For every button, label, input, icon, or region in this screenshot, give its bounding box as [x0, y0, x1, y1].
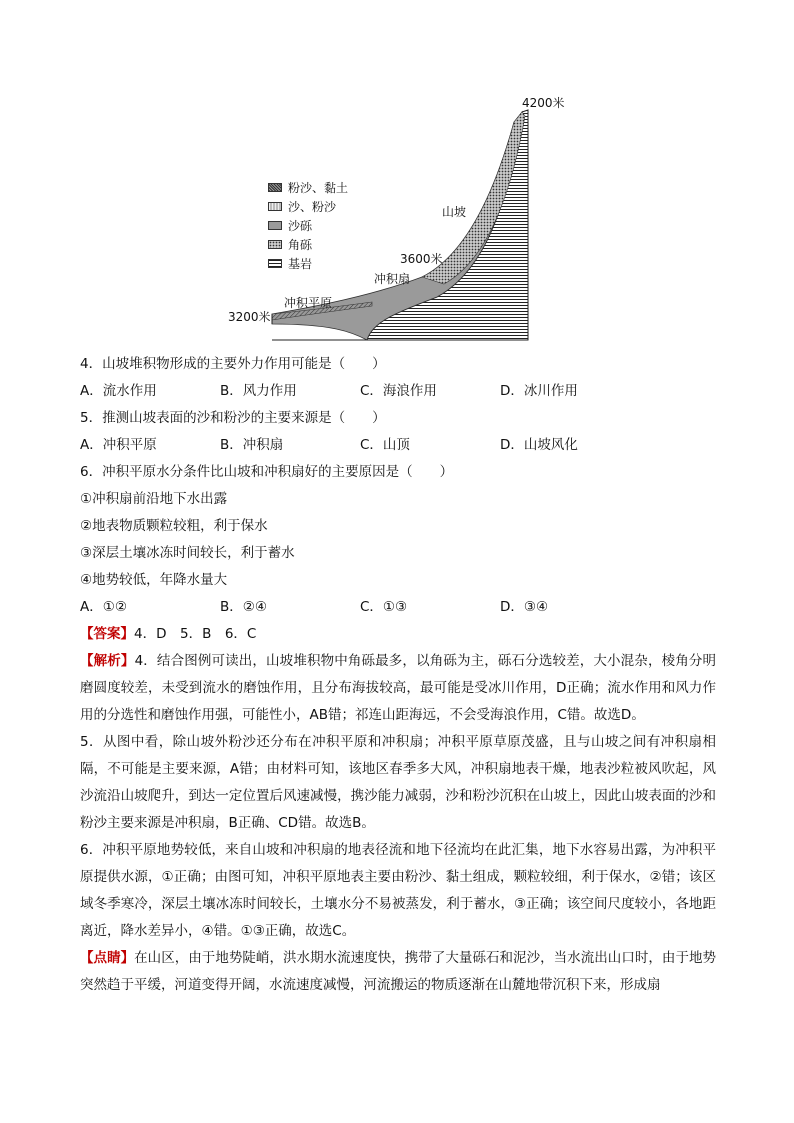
q6-options	[80, 594, 716, 621]
elevation-base-label: 3200米	[228, 310, 271, 324]
elevation-top-label: 4200米	[522, 96, 565, 110]
q6-item-1: ①冲积扇前沿地下水出露	[80, 491, 228, 507]
legend-item: 沙、粉沙	[268, 197, 348, 216]
figure-legend	[268, 178, 348, 273]
legend-item: 粉沙、黏土	[268, 178, 348, 197]
q6-item-2: ②地表物质颗粒较粗，利于保水	[80, 518, 268, 534]
questions-block	[80, 351, 716, 999]
tip-paragraph	[80, 945, 716, 999]
analysis-q6: 6．冲积平原地势较低，来自山坡和冲积扇的地表径流和地下径流均在此汇集，地下水容易出露，为冲积平原提供水源，①正确；由图可知，冲积平原地表主要由粉沙、黏土组成，颗粒较细，利于保水，②错；该区域冬季寒冷，深层土壤冰冻时间较长，土壤水分不易被蒸发，利于蓄水，③正确；该空间尺度较小，各地距离近，降水差异小，④错。①③正确，故选C。	[80, 842, 716, 939]
tip-tag: 【点睛】	[80, 950, 135, 966]
analysis-tag: 【解析】	[80, 653, 135, 669]
fan-label: 冲积扇	[374, 272, 411, 286]
q4-stem: 4．山坡堆积物形成的主要外力作用可能是（ ）	[80, 356, 386, 372]
q5-options	[80, 432, 716, 459]
q6-item-4: ④地势较低，年降水量大	[80, 572, 228, 588]
q5-option-d: D．山坡风化	[500, 437, 578, 453]
sand-swatch	[268, 202, 282, 211]
elevation-mid-label: 3600米	[400, 252, 443, 266]
silt-clay-swatch	[268, 183, 282, 192]
q4-options	[80, 378, 716, 405]
slope-label: 山坡	[442, 205, 467, 219]
legend-item: 基岩	[268, 254, 348, 273]
q4-option-a: A．流水作用	[80, 383, 157, 399]
analysis-q4-text: 4．结合图例可读出，山坡堆积物中角砾最多，以角砾为主，砾石分选较差，大小混杂，棱角分明磨圆度较差，未受到流水的磨蚀作用，且分布海拔较高，最可能是受冰川作用，D正确；流水作用和风力作用的分选性和磨蚀作用强，可能性小，AB错；祁连山距海远，不会受海浪作用，C错。故选D。	[80, 653, 716, 723]
q5-option-a: A．冲积平原	[80, 437, 157, 453]
q4-option-d: D．冰川作用	[500, 383, 578, 399]
answer-line	[80, 621, 716, 648]
answer-text: 4．D 5．B 6．C	[134, 626, 257, 642]
answer-tag: 【答案】	[80, 626, 134, 642]
plain-label: 冲积平原	[284, 296, 333, 310]
q6-option-d: D．③④	[500, 599, 549, 615]
q6-item-3: ③深层土壤冰冻时间较长，利于蓄水	[80, 545, 295, 561]
q5-option-b: B．冲积扇	[220, 437, 284, 453]
tip-text: 在山区，由于地势陡峭，洪水期水流速度快，携带了大量砾石和泥沙，当水流出山口时，由于地势突然趋于平缓，河道变得开阔，水流速度减慢，河流搬运的物质逐渐在山麓地带沉积下来，形成扇	[80, 950, 717, 993]
q6-option-b: B．②④	[220, 599, 267, 615]
analysis-q4	[80, 648, 716, 729]
q6-option-c: C．①③	[360, 599, 408, 615]
legend-item: 沙砾	[268, 216, 348, 235]
bedrock-swatch	[268, 259, 282, 268]
q5-option-c: C．山顶	[360, 437, 410, 453]
breccia-swatch	[268, 240, 282, 249]
legend-item: 角砾	[268, 235, 348, 254]
q6-option-a: A．①②	[80, 599, 127, 615]
analysis-q5: 5．从图中看，除山坡外粉沙还分布在冲积平原和冲积扇；冲积平原草原茂盛，且与山坡之间有冲积扇相隔，不可能是主要来源，A错；由材料可知，该地区春季多大风，冲积扇地表干燥，地表沙粒被风吹起，风沙流沿山坡爬升，到达一定位置后风速减慢，携沙能力减弱，沙和粉沙沉积在山坡上，因此山坡表面的沙和粉沙主要来源是冲积扇，B正确、CD错。故选B。	[80, 734, 716, 831]
gravel-swatch	[268, 221, 282, 230]
q4-option-b: B．风力作用	[220, 383, 297, 399]
q4-option-c: C．海浪作用	[360, 383, 437, 399]
q6-stem: 6．冲积平原水分条件比山坡和冲积扇好的主要原因是（ ）	[80, 464, 454, 480]
q5-stem: 5．推测山坡表面的沙和粉沙的主要来源是（ ）	[80, 410, 386, 426]
